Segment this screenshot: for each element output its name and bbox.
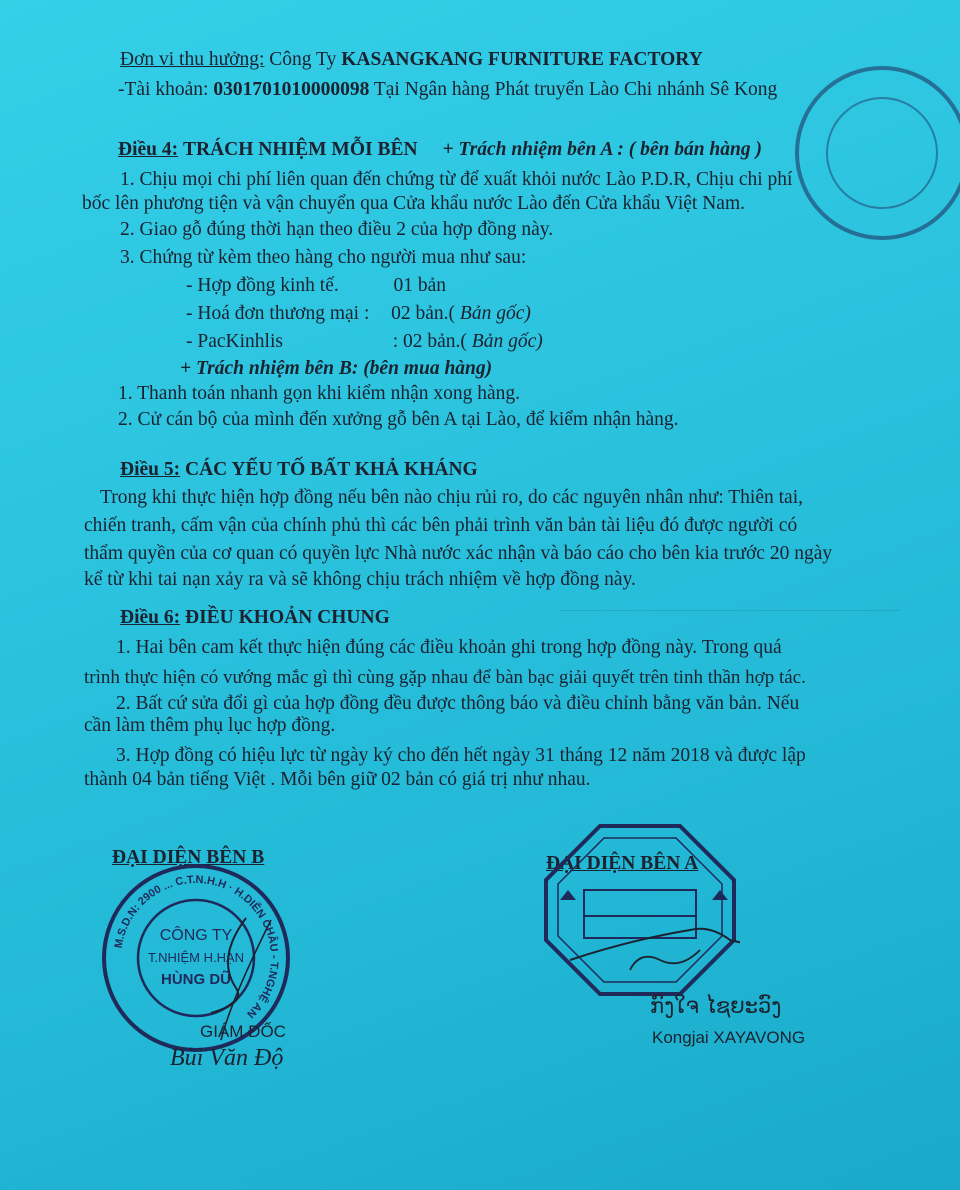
party-a-representative: ĐẠI DIỆN BÊN A — [546, 853, 699, 874]
party-a-duty: + Trách nhiệm bên A : ( bên bán hàng ) — [442, 139, 762, 160]
party-b-item: 2. Cử cán bộ của mình đến xưởng gỗ bên A tại Lào, để kiểm nhận hàng. — [118, 409, 679, 430]
party-b-representative: ĐẠI DIỆN BÊN B — [112, 847, 265, 868]
seal-line3: HÙNG DŨ — [161, 971, 231, 988]
article6-line: cần làm thêm phụ lục hợp đồng. — [84, 715, 336, 736]
article5-title: CÁC YẾU TỐ BẤT KHẢ KHÁNG — [185, 459, 478, 480]
article4-item: bốc lên phương tiện và vận chuyển qua Cửa khẩu nước Lào đến Cửa khẩu Việt Nam. — [82, 193, 745, 214]
account-label: -Tài khoản: — [118, 79, 209, 100]
article6-line: 2. Bất cứ sửa đổi gì của hợp đồng đều được thông báo và điều chỉnh bằng văn bản. Nếu — [116, 693, 800, 714]
article6-line: thành 04 bản tiếng Việt . Mỗi bên giữ 02 bản có giá trị như nhau. — [84, 769, 591, 790]
seal-line2: T.NHIỆM H.HẠN — [147, 950, 245, 965]
svg-text:M.S.D.N: 2900 ... C.T.N.H.H · — [113, 874, 280, 1020]
article4-label: Điều 4: — [118, 139, 179, 160]
article6-line: 1. Hai bên cam kết thực hiện đúng các điều khoản ghi trong hợp đồng này. Trong quá — [116, 637, 782, 658]
company-seal-a — [540, 820, 740, 1000]
bank-name: Tại Ngân hàng Phát truyển Lào Chi nhánh Sê Kong — [373, 79, 778, 100]
article4-heading — [118, 138, 762, 162]
article5-line: Trong khi thực hiện hợp đồng nếu bên nào chịu rủi ro, do các nguyên nhân như: Thiên tai, — [100, 487, 803, 508]
article6-title: ĐIỀU KHOẢN CHUNG — [185, 607, 390, 628]
company-prefix: Công Ty — [269, 49, 337, 70]
article6-line: trình thực hiện có vướng mắc gì thì cùng gặp nhau để bàn bạc giải quyết trên tinh thần hợp tác. — [84, 667, 806, 688]
director-title: GIÁM ĐỐC — [200, 1022, 286, 1041]
article6-line: 3. Hợp đồng có hiệu lực từ ngày ký cho đến hết ngày 31 tháng 12 năm 2018 và được lập — [116, 745, 806, 766]
beneficiary-line — [120, 48, 703, 72]
article5-line: thẩm quyền của cơ quan có quyền lực Nhà nước xác nhận và báo cáo cho bên kia trước 20 ngày — [84, 543, 833, 564]
document-row: - PacKinhlis : 02 bản.( Bản gốc) — [186, 331, 543, 352]
party-a-name-lao: ກົງໃຈ ໄຊຍະວົງ — [650, 994, 782, 1018]
article4-item: 2. Giao gỗ đúng thời hạn theo điều 2 của hợp đồng này. — [120, 219, 554, 240]
company-name: KASANGKANG FURNITURE FACTORY — [341, 49, 703, 70]
article4-item: 3. Chứng từ kèm theo hàng cho người mua như sau: — [120, 247, 527, 268]
account-number: 0301701010000098 — [213, 79, 370, 100]
document-row: - Hoá đơn thương mại : 02 bản.( Bản gốc) — [186, 303, 531, 324]
party-b-duty: + Trách nhiệm bên B: (bên mua hàng) — [180, 358, 493, 379]
article5-line: chiến tranh, cấm vận của chính phủ thì các bên phải trình văn bản tài liệu đó được người có — [84, 515, 798, 536]
document-row: - Hợp đồng kinh tế. 01 bản — [186, 275, 447, 296]
party-b-item: 1. Thanh toán nhanh gọn khi kiểm nhận xong hàng. — [118, 383, 521, 404]
seal-line1: CÔNG TY — [159, 927, 233, 944]
account-line — [118, 78, 777, 102]
article5-heading — [120, 458, 478, 482]
beneficiary-label: Đơn vi thu hưởng: — [120, 49, 265, 70]
article5-line: kể từ khi tai nạn xảy ra và sẽ không chịu trách nhiệm về hợp đồng này. — [84, 569, 636, 590]
article5-label: Điều 5: — [120, 459, 181, 480]
partial-seal-top-right — [782, 58, 960, 258]
article6-label: Điều 6: — [120, 607, 181, 628]
party-a-name: Kongjai XAYAVONG — [652, 1028, 806, 1047]
seal-ring-text: M.S.D.N: 2900 ... C.T.N.H.H · H.DIỄN CHÂU - T.NGHỆ AN — [112, 873, 281, 1021]
article6-heading — [120, 606, 390, 630]
article4-item: 1. Chịu mọi chi phí liên quan đến chứng từ để xuất khỏi nước Lào P.D.R, Chịu chi phí — [120, 169, 793, 190]
director-name: Bùi Văn Độ — [170, 1045, 284, 1071]
article4-title: TRÁCH NHIỆM MỖI BÊN — [183, 139, 418, 160]
